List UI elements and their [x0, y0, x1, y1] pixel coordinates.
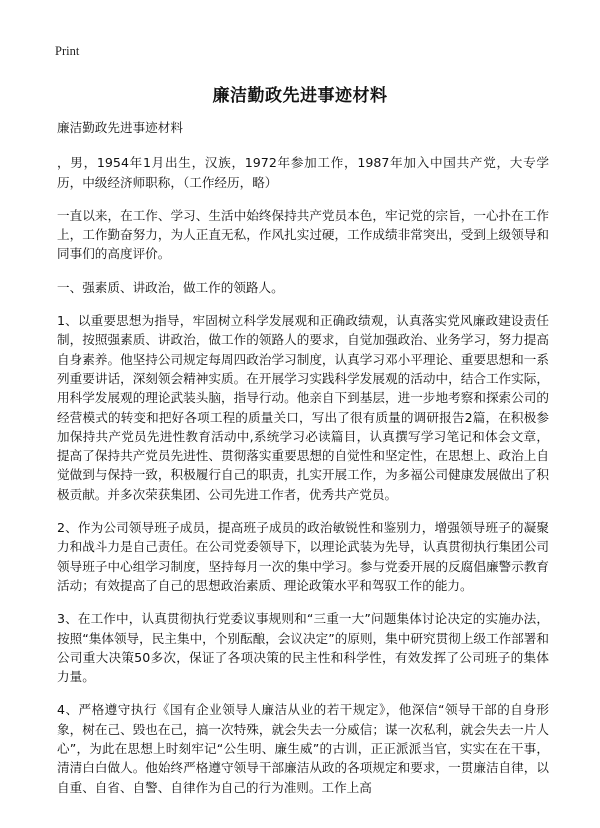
- paragraph-personal-info: ，男，1954年1月出生，汉族，1972年参加工作，1987年加入中国共产党，大专学历，中级经济师职称，（工作经历，略）: [57, 155, 549, 190]
- document-subtitle: 廉洁勤政先进事迹材料: [57, 120, 183, 135]
- document-body: [57, 118, 549, 811]
- paragraph-item-3: 3、在工作中，认真贯彻执行党委议事规则和“三重一大”问题集体讨论决定的实施办法，按照“集体领导，民主集中，个别酝酿，会议决定”的原则，集中研究贯彻上级工作部署和公司重大决策50多次，保证了各项决策的民主性和科学性，有效发挥了公司班子的集体力量。: [57, 611, 549, 685]
- paragraph-item-2: 2、作为公司领导班子成员，提高班子成员的政治敏锐性和鉴别力，增强领导班子的凝聚力和战斗力是自己责任。在公司党委领导下，以理论武装为先导，认真贯彻执行集团公司领导班子中心组学习制度，坚持每月一次的集中学习。参与党委开展的反腐倡廉警示教育活动；有效提高了自己的思想政治素质、理论政策水平和驾驭工作的能力。: [57, 520, 549, 593]
- paragraph-item-1: 1、以重要思想为指导，牢固树立科学发展观和正确政绩观，认真落实党风廉政建设责任制，按照强素质、讲政治，做工作的领路人的要求，自觉加强政治、业务学习，努力提高自身素养。他坚持公司规定每周四政治学习制度，认真学习邓小平理论、重要思想和一系列重要讲话，深刻领会精神实质。在开展学习实践科学发展观的活动中，结合工作实际，用科学发展观的理论武装头脑，指导行动。他亲自下到基层，进一步地考察和探索公司的经营模式的转变和把好各项工程的质量关口，写出了很有质量的调研报告2篇，在积极参加保持共产党员先进性教育活动中,系统学习必读篇目，认真撰写学习笔记和体会文章，提高了保持共产党员先进性、贯彻落实重要思想的自觉性和坚定性，在思想上、政治上自觉做到与保持一致，积极履行自己的职责，扎实开展工作，为多福公司健康发展做出了积极贡献。并多次荣获集团、公司先进工作者，优秀共产党员。: [57, 313, 549, 502]
- section-heading-1: 一、强素质、讲政治，做工作的领路人。: [57, 279, 284, 295]
- paragraph-item-4: 4、严格遵守执行《国有企业领导人廉洁从业的若干规定》，他深信“领导干部的自身形象，树在己、毁也在己，搞一次特殊，就会失去一分威信；谋一次私利，就会失去一片人心”，为此在思想上时刻牢记“公生明、廉生威”的古训，正正派派当官，实实在在干事，清清白白做人。他始终严格遵守领导干部廉洁从政的各项规定和要求，一贯廉洁自律，以自重、自省、自警、自律作为自己的行为准则。工作上高: [57, 702, 549, 795]
- document-title: 廉洁勤政先进事迹材料: [212, 86, 388, 106]
- print-link[interactable]: Print: [55, 44, 80, 58]
- paragraph-intro: 一直以来，在工作、学习、生活中始终保持共产党员本色，牢记党的宗旨，一心扑在工作上，工作勤奋努力，为人正直无私，作风扎实过硬，工作成绩非常突出，受到上级领导和同事们的高度评价。: [57, 207, 549, 262]
